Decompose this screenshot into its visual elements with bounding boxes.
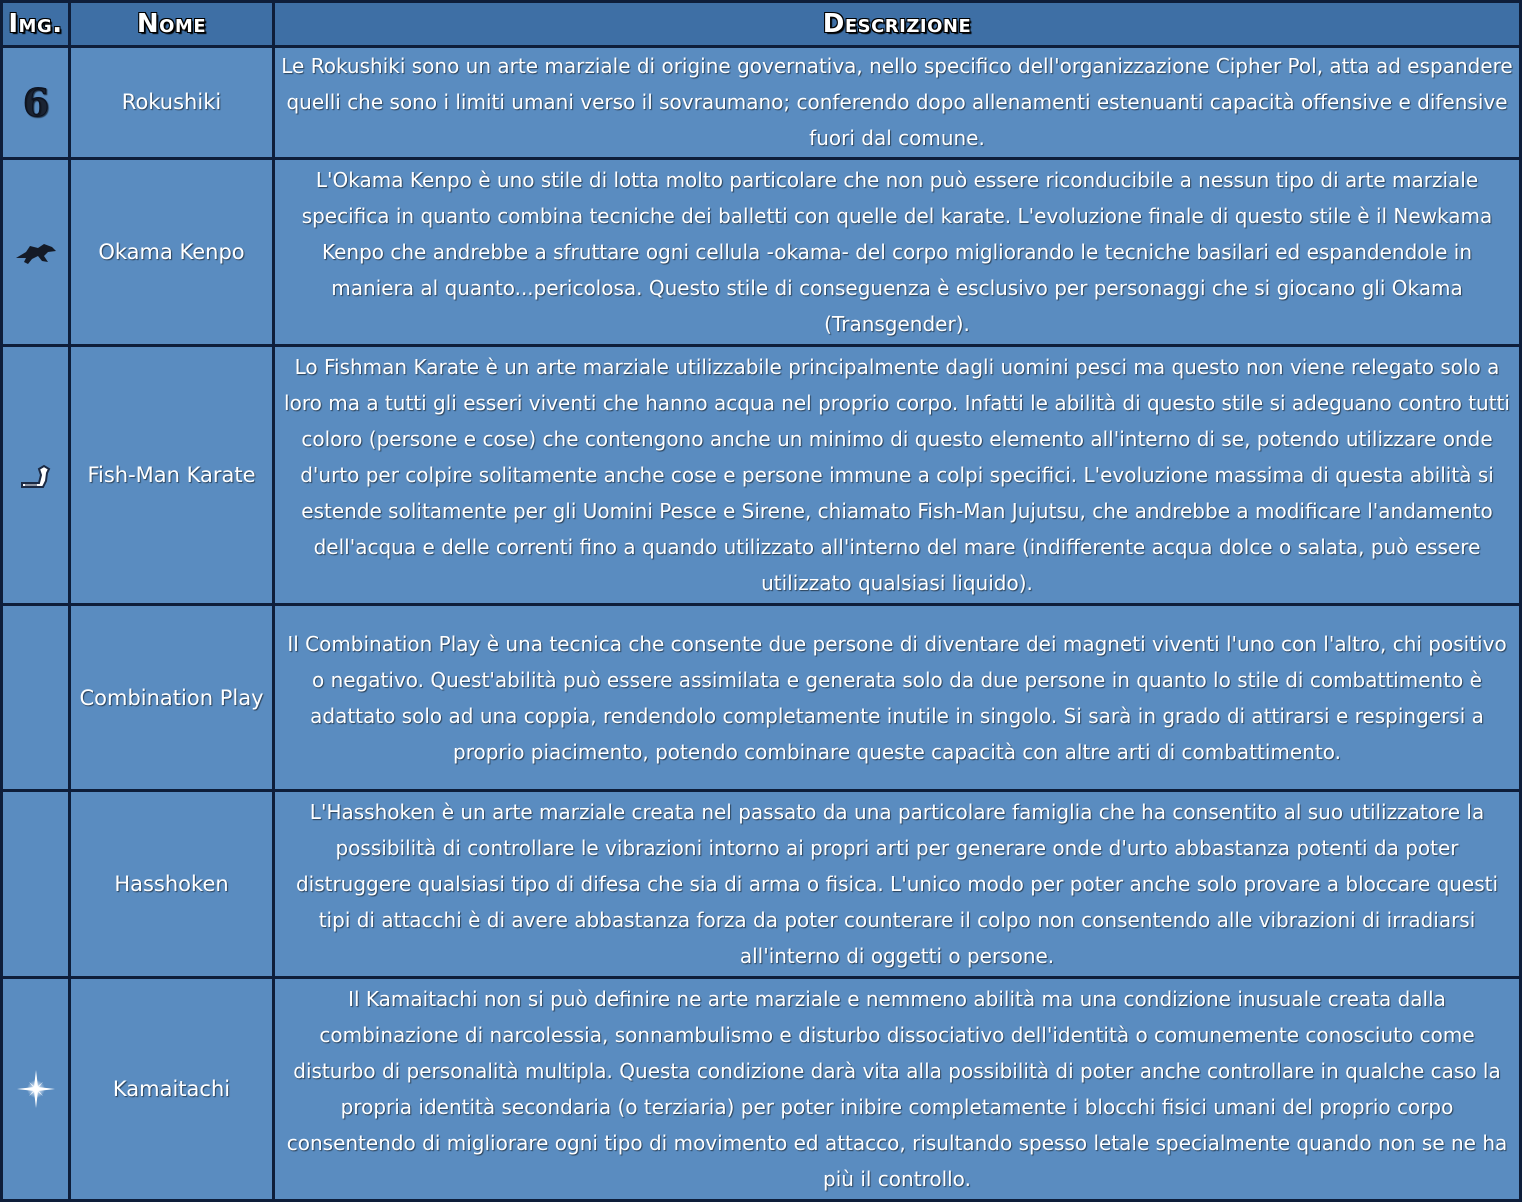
table-row: [3, 979, 1519, 1199]
row-image-cell: [3, 792, 68, 976]
row-description: L'Hasshoken è un arte marziale creata nel passato da una particolare famiglia che ha consentito al suo utilizzatore la possibilità di controllare le vibrazioni intorno ai propri arti per generare onde d'urto abbastanza potenti da poter distruggere qualsiasi tipo di difesa che sia di arma o fisica. L'unico modo per poter anche solo provare a bloccare questi tipi di attacchi è di avere abbastanza forza da poter counterare il colpo non consentendo alle vibrazioni di irradiarsi all'interno di oggetti o persone.: [275, 792, 1519, 976]
row-name: Okama Kenpo: [71, 160, 272, 344]
row-name: Hasshoken: [71, 792, 272, 976]
row-description: Il Kamaitachi non si può definire ne arte marziale e nemmeno abilità ma una condizione inusuale creata dalla combinazione di narcolessia, sonnambulismo e disturbo dissociativo dell'identità o comunemente conosciuto come disturbo di personalità multipla. Questa condizione darà vita alla possibilità di poter anche controllare in qualche caso la propria identità secondaria (o terziaria) per poter inibire completamente i blocchi fisici umani del proprio corpo consentendo di migliorare ogni tipo di movimento ed attacco, risultando spesso letale specialmente quando non se ne ha più il controllo.: [275, 979, 1519, 1199]
row-image-cell: [3, 347, 68, 603]
table-row: [3, 606, 1519, 790]
row-description: Lo Fishman Karate è un arte marziale utilizzabile principalmente dagli uomini pesci ma questo non viene relegato solo a loro ma a tutti gli esseri viventi che hanno acqua nel proprio corpo. Infatti le abilità di questo stile si adeguano contro tutti coloro (persone e cose) che contengono anche un minimo di questo elemento all'interno di se, potendo utilizzare onde d'urto per colpire solitamente anche cose e persone immune a colpi specifici. L'evoluzione massima di questa abilità si estende solitamente per gli Uomini Pesce e Sirene, chiamato Fish-Man Jujutsu, che andrebbe a modificare l'andamento dell'acqua e delle correnti fino a quando utilizzato all'interno del mare (indifferente acqua dolce o salata, può essere utilizzato qualsiasi liquido).: [275, 347, 1519, 603]
row-description: L'Okama Kenpo è uno stile di lotta molto particolare che non può essere riconducibile a nessun tipo di arte marziale specifica in quanto combina tecniche dei balletti con quelle del karate. L'evoluzione finale di questo stile è il Newkama Kenpo che andrebbe a sfruttare ogni cellula -okama- del corpo migliorando le tecniche basilari ed espandendole in maniera al quanto...pericolosa. Questo stile di conseguenza è esclusivo per personaggi che si giocano gli Okama (Transgender).: [275, 160, 1519, 344]
svg-text:6: 6: [22, 82, 49, 123]
fishman-arm-icon: [19, 461, 53, 491]
table-row: [3, 160, 1519, 344]
okama-silhouette-icon: [14, 240, 58, 266]
row-name: Kamaitachi: [71, 979, 272, 1199]
row-description: Il Combination Play è una tecnica che consente due persone di diventare dei magneti viventi l'uno con l'altro, chi positivo o negativo. Quest'abilità può essere assimilata e generata solo da due persone in quanto lo stile di combattimento è adattato solo ad una coppia, rendendolo completamente inutile in singolo. Si sarà in grado di attirarsi e respingersi a proprio piacimento, potendo combinare queste capacità con altre arti di combattimento.: [275, 606, 1519, 790]
row-image-cell: [3, 606, 68, 790]
header-name: Nome: [71, 3, 272, 45]
row-image-cell: [3, 48, 68, 157]
row-image-cell: [3, 160, 68, 344]
table-row: [3, 792, 1519, 976]
header-img: Img.: [3, 3, 68, 45]
row-image-cell: [3, 979, 68, 1199]
rokushiki-six-icon: [19, 82, 53, 122]
header-description: Descrizione: [275, 3, 1519, 45]
header-row: [3, 3, 1519, 45]
row-name: Combination Play: [71, 606, 272, 790]
row-name: Rokushiki: [71, 48, 272, 157]
table-row: [3, 48, 1519, 157]
row-name: Fish-Man Karate: [71, 347, 272, 603]
row-description: Le Rokushiki sono un arte marziale di origine governativa, nello specifico dell'organizzazione Cipher Pol, atta ad espandere quelli che sono i limiti umani verso il sovraumano; conferendo dopo allenamenti estenuanti capacità offensive e difensive fuori dal comune.: [275, 48, 1519, 157]
sparkle-star-icon: [16, 1069, 56, 1109]
table-row: [3, 347, 1519, 603]
